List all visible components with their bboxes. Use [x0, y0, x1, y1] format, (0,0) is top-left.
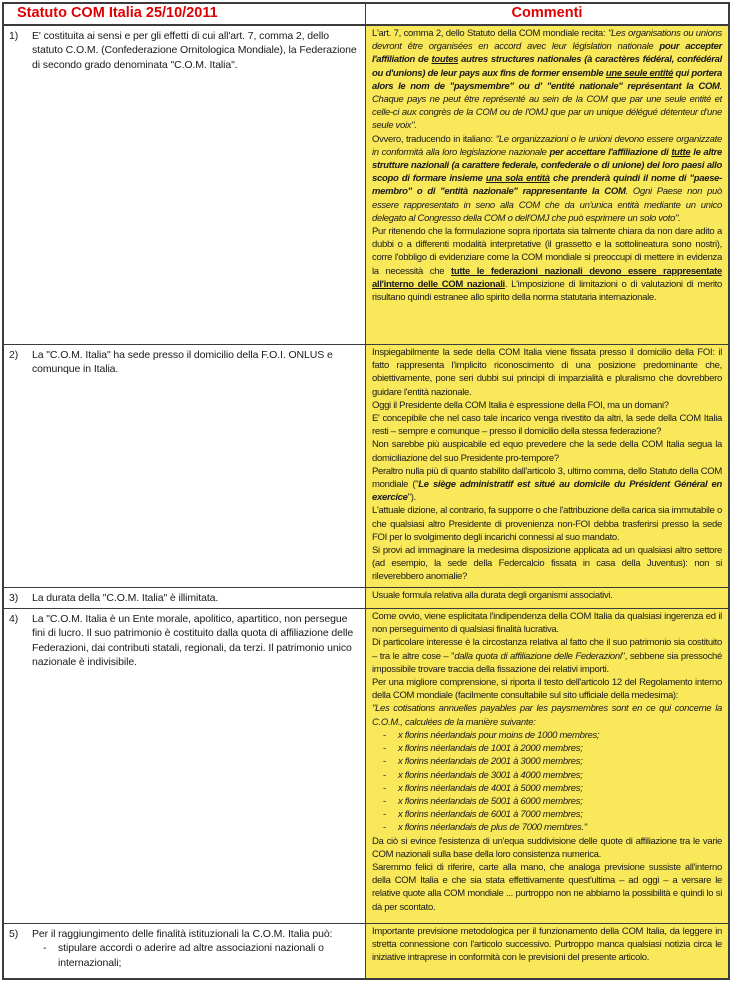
dash-marker: -: [383, 729, 386, 741]
dash-text: [398, 782, 722, 795]
text-segment: per accettare l'affiliazione di: [549, 146, 672, 158]
dash-marker: -: [383, 756, 386, 768]
text-segment: x florins néerlandais de plus de 7000 membres.": [398, 822, 587, 834]
paragraph: [372, 610, 722, 636]
text-segment: pour accepter l'affiliation de: [372, 41, 722, 66]
dash-text: [398, 769, 722, 782]
text-segment: E' concepibile che nel caso tale incarico venga rivestito da altri, la sede della COM Italia resti – sempre e comunque – presso il domicilio della stessa federazione?: [372, 413, 722, 438]
paragraph: [372, 676, 722, 702]
paragraph: [32, 348, 359, 377]
paragraph: [372, 769, 722, 782]
text-segment: . L'imposizione di limitazioni o di valutazioni di merito risultano quindi estranee allo spirito della norma statutaria internazionale.: [372, 278, 722, 304]
item-number: 3): [9, 591, 19, 604]
text-segment: La durata della "C.O.M. Italia" è illimitata.: [32, 591, 219, 604]
text-segment: une seule entité: [605, 67, 674, 79]
paragraph: [372, 835, 722, 861]
paragraph: [372, 504, 722, 544]
text-segment: toutes: [431, 54, 459, 66]
paragraph: [372, 399, 722, 412]
dash-marker: -: [43, 942, 47, 955]
text-segment: Come ovvio, viene esplicitata l'indipendenza della COM Italia da qualsiasi ingerenza ed il non perseguimento di qualsiasi finalità lucrativa.: [372, 611, 722, 636]
statuto-text: [32, 927, 359, 970]
paragraph: [32, 591, 359, 605]
dash-marker: -: [383, 795, 386, 807]
text-segment: Peraltro nulla più di quanto stabilito dall'articolo 3, ultimo comma, dello Statuto della COM mondiale (": [372, 465, 722, 491]
paragraph: [372, 782, 722, 795]
table-body: [4, 26, 728, 978]
dash-marker: -: [383, 809, 386, 821]
paragraph: [32, 29, 359, 72]
statuto-text: [32, 29, 359, 72]
document-table: [2, 2, 730, 980]
paragraph: [372, 702, 722, 728]
text-segment: Importante previsione metodologica per il funzionamento della COM Italia, da leggere in stretta connessione con l'articolo successivo. Purtroppo manca qualsiasi notizia circa le iniziative intraprese in conformità con le previsioni del presente articolo.: [372, 926, 722, 964]
text-segment: qui portera alors le nom de "paysmembre" ou d' "entité nationale" représentant la COM: [372, 67, 722, 92]
text-segment: La "C.O.M. Italia" ha sede presso il domicilio della F.O.I. ONLUS e comunque in Italia.: [32, 349, 333, 376]
paragraph: [372, 465, 722, 505]
text-segment: ", sebbene sia pressoché impossibile trovare traccia della fissazione dei relativi importi.: [372, 650, 722, 675]
text-segment: tutte: [671, 146, 691, 158]
paragraph: [372, 412, 722, 438]
statuto-cell: [4, 345, 366, 587]
text-segment: "Les organisations ou unions devront être organisées en accord avec leur législation nationale: [372, 28, 722, 53]
text-segment: . Chaque pays ne peut être représenté au sein de la COM que par une seule entité et celle-ci aux congrès de la COM ou de l'OMJ que par un unique délégué détenteur d'une seule voix".: [372, 80, 722, 132]
dash-marker: -: [383, 769, 386, 781]
text-segment: autres structures nationales (à caractères fédéral, confédéral ou d'unions) de leur pays aux fins de former ensemble: [372, 54, 722, 79]
text-segment: ").: [407, 492, 416, 504]
table-row: [4, 609, 728, 924]
dash-marker: -: [383, 782, 386, 794]
dash-text: [398, 729, 722, 742]
statuto-cell: [4, 609, 366, 923]
paragraph: [372, 795, 722, 808]
text-segment: x florins néerlandais de 1001 à 2000 membres;: [398, 743, 583, 755]
paragraph: [372, 133, 722, 225]
commenti-cell: [366, 924, 728, 978]
text-segment: "Le organizzazioni o le unioni devono essere organizzate in conformità alla loro legislazione nazionale: [372, 133, 722, 158]
paragraph: [372, 861, 722, 914]
text-segment: . Ogni Paese non può essere rappresentato in seno alla COM che da un'unica entità mediante un unico delegato al Congresso della COM o dell'OMJ che può esprimere un solo voto".: [372, 186, 722, 224]
text-segment: Per il raggiungimento delle finalità istituzionali la C.O.M. Italia può:: [32, 928, 333, 941]
text-segment: x florins néerlandais de 5001 à 6000 membres;: [398, 795, 583, 807]
paragraph: [372, 742, 722, 755]
text-segment: Ovvero, traducendo in italiano:: [372, 133, 496, 145]
text-segment: Usuale formula relativa alla durata degli organismi associativi.: [372, 589, 613, 601]
text-segment: L'attuale dizione, al contrario, fa supporre o che l'attribuzione della carica sia immutabile o che qualsiasi altro Presidente di provenienza non-FOI debba trasferirsi presso la sede FOI per lo svolgimento degli incarichi connessi al suo mandato.: [372, 505, 722, 543]
table-header-row: [4, 4, 728, 26]
text-segment: Saremmo felici di riferire, carte alla mano, che analoga previsione sussiste all'interno della COM Italia e che sia stata effettivamente quest'ultima – ad oggi – a versare le relative quote alla COM mondiale ... purtroppo non ne abbiamo la possibilità e quindi lo si dà per scontato.: [372, 861, 722, 913]
text-segment: "Les cotisations annuelles payables par les paysmembres sont en ce qui concerne la C.O.M., calculées de la manière suivante:: [372, 703, 722, 728]
text-segment: x florins néerlandais de 6001 à 7000 membres;: [398, 809, 583, 821]
text-segment: Pur ritenendo che la formulazione sopra riportata sia talmente chiara da non dare adito a dubbi o a differenti modalità interpretative (il grassetto e la sottolineatura sono nostri), corre l'obbligo di evidenziare come la COM mondiale si preoccupi di mettere in evidenza la necessità che: [372, 226, 722, 277]
text-segment: x florins néerlandais de 4001 à 5000 membres;: [398, 782, 583, 794]
text-segment: Non sarebbe più auspicabile ed equo prevedere che la sede della COM Italia segua la domiciliazione del suo Presidente pro-tempore?: [372, 439, 722, 464]
header-statuto: Statuto COM Italia 25/10/2011: [4, 4, 366, 24]
table-row: [4, 345, 728, 588]
statuto-text: [32, 612, 359, 670]
text-segment: x florins néerlandais de 3001 à 4000 membres;: [398, 769, 583, 781]
text-segment: Si provi ad immaginare la medesima disposizione applicata ad un qualsiasi altro settore (ad esempio, la sede della Federcalcio fissata in casa della Juventus): non si rileverebbero anomalie?: [372, 545, 722, 583]
dash-text: [398, 755, 722, 768]
table-row: [4, 588, 728, 609]
paragraph: [32, 927, 359, 941]
item-number: 5): [9, 928, 19, 941]
text-segment: una sola entità: [485, 173, 550, 185]
text-segment: La "C.O.M. Italia è un Ente morale, apolitico, apartitico, non persegue fini di lucro. Il suo patrimonio è costituito dalla quota di affiliazione delle Federazioni, dai contributi statali, regionali, da terzi. Il patrimonio unico nazionale è indivisibile.: [32, 613, 354, 669]
commenti-cell: [366, 609, 728, 923]
paragraph: [372, 438, 722, 464]
commenti-cell: [366, 588, 728, 608]
text-segment: Di particolare interesse è la circostanza relativa al fatto che il suo patrimonio sia costituito – tra le altre cose – ": [372, 637, 722, 662]
statuto-cell: [4, 588, 366, 608]
paragraph: [372, 544, 722, 584]
text-segment: dalla quota di affiliazione delle Federazioni: [454, 650, 622, 662]
commenti-cell: [366, 26, 728, 344]
header-commenti: Commenti: [511, 5, 583, 21]
paragraph: [372, 636, 722, 676]
text-segment: che prenderà quindi il nome di "paese-membro" o di "entità nazionale" rappresentante la COM: [372, 173, 723, 198]
paragraph: [32, 612, 359, 670]
dash-marker: -: [383, 743, 386, 755]
statuto-text: [32, 348, 359, 377]
table-row: [4, 924, 728, 978]
item-number: 2): [9, 349, 19, 361]
text-segment: x florins néerlandais de 2001 à 3000 membres;: [398, 756, 583, 768]
text-segment: x florins néerlandais pour moins de 1000 membres;: [398, 729, 600, 741]
text-segment: Oggi il Presidente della COM Italia è espressione della FOI, ma un domani?: [372, 399, 669, 411]
text-segment: le altre strutture nazionali (a carattere federale, confederale o di unione) dei loro paesi allo scopo di formare insieme: [372, 146, 722, 185]
text-segment: tutte le federazioni nazionali devono essere rappresentate all'interno delle COM nazionali: [372, 265, 722, 290]
statuto-cell: [4, 924, 366, 978]
paragraph: [372, 346, 722, 399]
paragraph: [372, 729, 722, 742]
dash-text: [398, 821, 722, 834]
paragraph: [32, 941, 359, 970]
paragraph: [372, 589, 722, 602]
dash-text: [398, 742, 722, 755]
text-segment: Le siège administratif est situé au domicile du Président Général en exercice: [372, 479, 722, 504]
paragraph: [372, 755, 722, 768]
dash-text: [398, 795, 722, 808]
dash-marker: -: [383, 822, 386, 834]
text-segment: E' costituita ai sensi e per gli effetti di cui all'art. 7, comma 2, dello statuto C.O.M. (Confederazione Ornitologica Mondiale), la Federazione di secondo grado denominata "C.O.M. Italia".: [32, 30, 357, 71]
paragraph: [372, 27, 722, 133]
paragraph: [372, 808, 722, 821]
table-row: [4, 26, 728, 345]
paragraph: [372, 225, 722, 304]
statuto-cell: [4, 26, 366, 344]
commenti-cell: [366, 345, 728, 587]
item-number: 4): [9, 613, 19, 626]
text-segment: stipulare accordi o aderire ad altre associazioni nazionali o internazionali;: [58, 942, 324, 969]
text-segment: Per una migliore comprensione, si riporta il testo dell'articolo 12 del Regolamento interno della COM mondiale (facilmente consultabile sul sito ufficiale della medesima):: [372, 677, 722, 702]
dash-text: [398, 808, 722, 821]
dash-text: [58, 941, 359, 970]
text-segment: Da ciò si evince l'esistenza di un'equa suddivisione delle quote di affiliazione tra le varie COM nazionali sulla base della loro consistenza numerica.: [372, 835, 722, 860]
text-segment: L'art. 7, comma 2, dello Statuto della COM mondiale recita:: [372, 28, 608, 39]
text-segment: Inspiegabilmente la sede della COM Italia viene fissata presso il domicilio della FOI: il fatto rappresenta l'implicito riconoscimento di una posizione predominante che, obiettivamente, pone seri dubbi sui principi di imparzialità e pluralismo che dovrebbero guidare l'entità nazionale.: [372, 347, 722, 398]
item-number: 1): [9, 30, 19, 42]
statuto-text: [32, 591, 359, 605]
paragraph: [372, 925, 722, 965]
paragraph: [372, 821, 722, 834]
